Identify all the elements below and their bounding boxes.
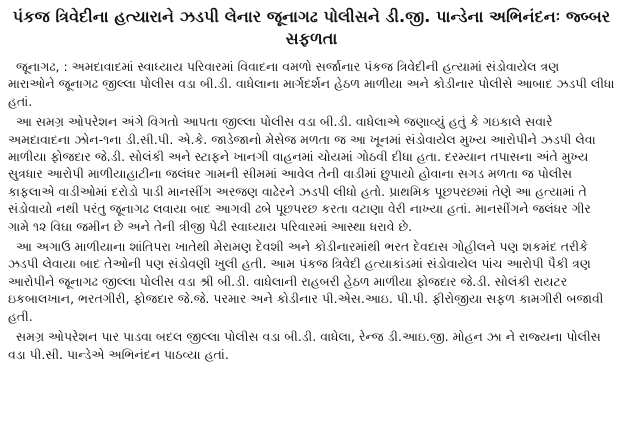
paragraph-line: મારાઓને જૂનાગઢ જીલ્લા પોલીસ વડા બી.ડી. વાધેલાના માર્ગદર્શન હેઠળ માળીયા અને કોડીનાર પોલીસે આબાદ ઝડપી લીધા: [8, 76, 615, 92]
paragraph-line: ઇકબાલખાન, ભરતગીરી, ફોજદાર જે.જે. પરમાર અને કોડીનાર પી.એસ.આઇ. પી.પી. ફીરોજીયા સફળ કામગીરી બજાવી: [8, 291, 604, 307]
paragraph-line: કાફલાએ વાડીઓમાં દરોડો પાડી માનસીંગ અરજણ વાઢેરને ઝડપી લીધો હતો. પ્રાથમિક પૂછપરછમાં તેણે આ હત્યામાં તે: [8, 183, 587, 199]
paragraph-line: સુત્રધાર આરોપી માળીયાહાટીના જલંધર ગામની સીમમાં આવેલ તેની વાડીમાં છુપાયો હોવાના સગડ મળતા જ પોલીસ: [8, 166, 573, 182]
paragraph-line: સંડોવાયો નથી પરંતુ જૂનાગઢ લવાયા બાદ આગવી ઢબે પૂછપરછ કરતા વટાણા વેરી નાખ્યા હતાં. માનસીંગને જલંધર ગીર: [8, 201, 591, 217]
paragraph-2: [8, 113, 615, 235]
paragraph-line: માળીયા ફોજદાર જે.ડી. સોલંકી અને સ્ટાફને ખાનગી વાહનમાં ચોયમાં ગોઠવી દીધા હતા. દરમ્યાન તપાસના અંતે મુખ્ય: [8, 149, 589, 165]
paragraph-3: [8, 238, 615, 325]
paragraph-line: આરોપીને જૂનાગઢ જીલ્લા પોલીસ વડા શ્રી બી.ડી. વાધેલાની રાહબરી હેઠળ માળીયા ફોજદાર જે.ડી. સોલંકી રાયટર: [8, 273, 568, 289]
paragraph-line: આ અગાઉ માળીયાના શાંતિપરા ખાતેથી મેરામણ દેવશી અને કોડીનારમાંથી ભરત દેવદાસ ગોહીલને પણ શકમંદ તરીકે: [16, 239, 588, 255]
paragraph-line: હતાં.: [8, 93, 33, 109]
paragraph-4: [8, 328, 615, 363]
paragraph-line: સમગ્ર ઓપરેશન પાર પાડવા બદલ જીલ્લા પોલીસ વડા બી.ડી. વાધેલા, રેન્જ ડી.આઇ.જી. મોહન ઝા ને રાજ્યના પોલીસ: [16, 329, 601, 345]
paragraph-line: ઝડપી લેવાયા બાદ તેઓની પણ સંડોવણી ખુલી હતી. આમ પંકજ ત્રિવેદી હત્યાકાંડમાં સંડોવાયેલ પાંચ આરોપી પૈકી ત્રણ: [8, 256, 591, 272]
article-body: [8, 58, 615, 363]
paragraph-line: ગામે ૧૨ વિઘા જમીન છે અને તેની ત્રીજી પેઢી સ્વાધ્યાય પરિવારમાં આસ્થા ધરાવે છે.: [8, 218, 413, 234]
paragraph-line: આ સમગ્ર ઓપરેશન અંગે વિગતો આપતા જીલ્લા પોલીસ વડા બી.ડી. વાધેલાએ જણાવ્યું હતું કે ગઇકાલે સવારે: [16, 114, 553, 130]
paragraph-line: અમદાવાદના ઝોન-૧ના ડી.સી.પી. એ.કે. જાડેજાનો મેસેજ મળતા જ આ ખૂનમાં સંડોવાયેલ મુખ્ય આરોપીને ઝડપી લેવા: [8, 131, 596, 147]
paragraph-line: વડા પી.સી. પાન્ડેએ અભિનંદન પાઠવ્યા હતાં.: [8, 346, 229, 362]
headline-line-1: પંકજ ત્રિવેદીના હત્યારાને ઝડપી લેનાર જૂનાગઢ પોલીસને ડી.જી. પાન્ડેના અભિનંદનઃ જ્બ્બર: [12, 7, 611, 26]
paragraph-line: હતી.: [8, 308, 33, 324]
paragraph-1: [8, 58, 615, 110]
headline: [8, 6, 615, 50]
headline-line-2: સફળતા: [285, 29, 338, 48]
paragraph-line: જૂનાગઢ, : અમદાવાદમાં સ્વાધ્યાય પરિવારમાં વિવાદના વમળો સર્જાનાર પંકજ ત્રિવેદીની હત્યામાં સંડોવાયેલ ત્રણ: [16, 59, 560, 74]
